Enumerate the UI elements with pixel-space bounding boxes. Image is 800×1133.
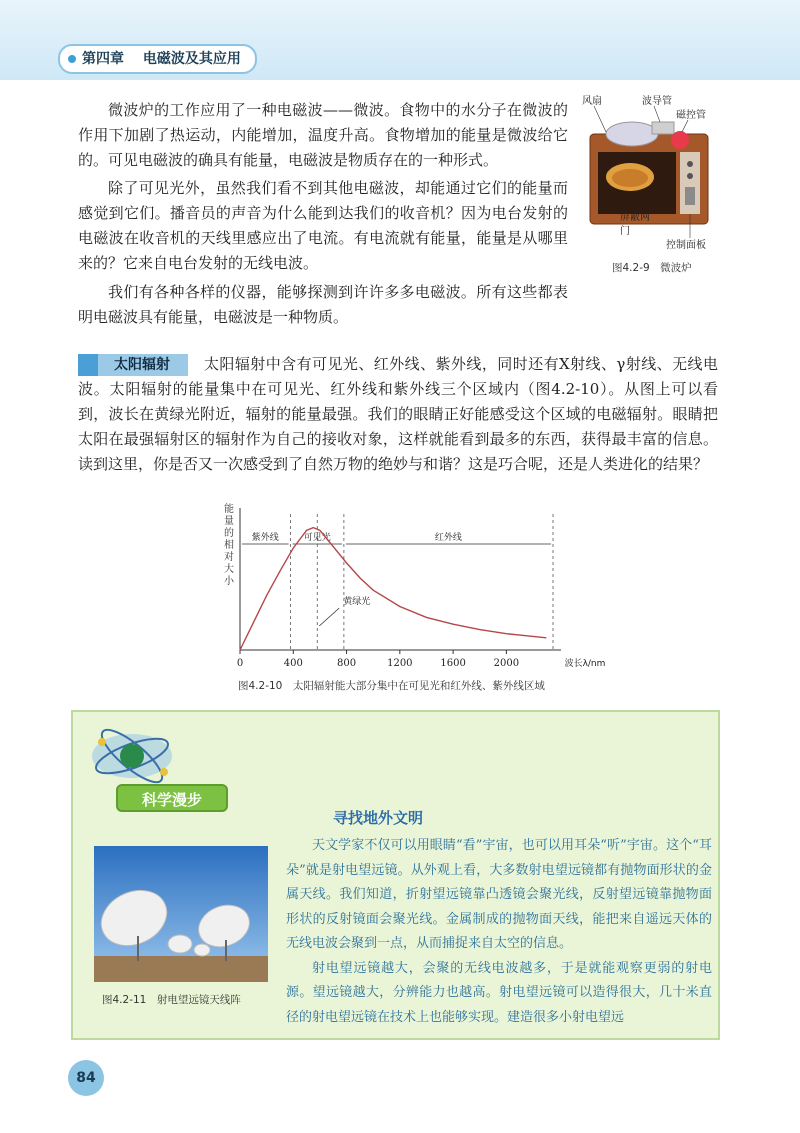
paragraph-microwave: 微波炉的工作应用了一种电磁波——微波。食物中的水分子在微波的作用下加剧了热运动，内能增加，温度升高。食物增加的能量是微波给它的。可见电磁波的确具有能量，电磁波是物质存在的一种形式。 xyxy=(78,101,568,169)
science-walk-badge: 科学漫步 xyxy=(116,784,228,812)
label-fan: 风扇 xyxy=(582,96,602,107)
chapter-tab xyxy=(58,44,257,74)
label-magnetron: 磁控管 xyxy=(676,110,706,121)
marker-label: 黄绿光 xyxy=(343,597,371,607)
x-tick-label: 1200 xyxy=(387,658,413,669)
x-tick-label: 0 xyxy=(236,658,244,669)
solar-radiation-text: 太阳辐射中含有可见光、红外线、紫外线，同时还有X射线、γ射线、无线电波。太阳辐射的能量集中在可见光、红外线和紫外线三个区域内（图4.2-10）。从图上可以看到，波长在黄绿光附近，辐射的能量最强。我们的眼睛正好能感受这个区域的电磁辐射。眼睛把太阳在最强辐射区的辐射作为自己的接收对象，这样就能看到最多的东西，获得最丰富的信息。读到这里，你是否又一次感受到了自然万物的绝妙与和谐？这是巧合呢，还是人类进化的结果？ xyxy=(78,355,718,473)
telescope-caption: 图4.2-11 射电望远镜天线阵 xyxy=(102,994,241,1006)
label-waveguide: 波导管 xyxy=(642,96,672,107)
microwave-oven-figure xyxy=(580,92,720,252)
y-axis-label-char: 对 xyxy=(224,552,234,563)
label-shield: 屏蔽网 xyxy=(620,212,650,223)
microwave-caption: 图4.2-9 微波炉 xyxy=(612,262,692,274)
label-control-panel: 控制面板 xyxy=(666,240,706,251)
radio-telescope-photo xyxy=(94,846,268,982)
y-axis-label-char: 能 xyxy=(224,504,234,515)
paragraph-conclusion: 我们有各种各样的仪器，能够探测到许许多多电磁波。所有这些都表明电磁波具有能量，电磁波是一种物质。 xyxy=(78,283,568,326)
solar-spectrum-chart xyxy=(218,500,606,676)
region-label: 可见光 xyxy=(303,533,331,543)
bullet-dot-icon xyxy=(68,55,76,63)
label-door: 门 xyxy=(620,226,630,237)
science-paragraph-2: 射电望远镜越大，会聚的无线电波越多，于是就能观察更弱的射电源。望远镜越大，分辨能力也越高。射电望远镜可以造得很大，几十米直径的射电望远镜在技术上也能够实现。建造很多小射电望远 xyxy=(286,960,712,1025)
x-axis-label: 波长λ/nm xyxy=(564,659,606,669)
paragraph-radio: 除了可见光外，虽然我们看不到其他电磁波，却能通过它们的能量而感觉到它们。播音员的声音为什么能到达我们的收音机？因为电台发射的电磁波在收音机的天线里感应出了电流。有电流就有能量，能量是从哪里来的？它来自电台发射的无线电波。 xyxy=(78,179,568,272)
chapter-title: 电磁波及其应用 xyxy=(142,51,241,67)
microwave-oven-illustration xyxy=(590,122,708,224)
region-label: 红外线 xyxy=(434,533,462,543)
atom-icon xyxy=(84,716,184,794)
x-tick-label: 400 xyxy=(283,658,303,669)
x-tick-label: 1600 xyxy=(440,658,466,669)
science-box-title: 寻找地外文明 xyxy=(333,809,424,827)
y-axis-label-char: 大 xyxy=(224,564,234,575)
series-line-radiation xyxy=(240,528,546,650)
marker-pointer xyxy=(319,608,339,626)
science-box-text xyxy=(286,834,712,1030)
y-axis-label-char: 量 xyxy=(224,516,234,527)
y-axis-label-char: 的 xyxy=(224,528,234,539)
y-axis-label-char: 相 xyxy=(224,540,234,551)
page-header xyxy=(0,0,800,80)
y-axis-label-char: 小 xyxy=(224,576,234,587)
x-tick-label: 800 xyxy=(337,658,357,669)
region-label: 紫外线 xyxy=(251,533,279,543)
x-tick-label: 2000 xyxy=(493,658,520,669)
chapter-number: 第四章 xyxy=(82,51,124,67)
science-paragraph-1: 天文学家不仅可以用眼睛“看”宇宙，也可以用耳朵“听”宇宙。这个“耳朵”就是射电望远镜。从外观上看，大多数射电望远镜都有抛物面形状的金属天线。我们知道，折射望远镜靠凸透镜会聚光线，反射望远镜靠抛物面形状的反射镜面会聚光线。金属制成的抛物面天线，能把来自遥远天体的无线电波会聚到一点，从而捕捉来自太空的信息。 xyxy=(286,838,712,951)
chart-caption: 图4.2-10 太阳辐射能大部分集中在可见光和红外线、紫外线区域 xyxy=(238,680,545,692)
solar-radiation-label: 太阳辐射 xyxy=(78,354,188,376)
page-number: 84 xyxy=(68,1060,104,1096)
